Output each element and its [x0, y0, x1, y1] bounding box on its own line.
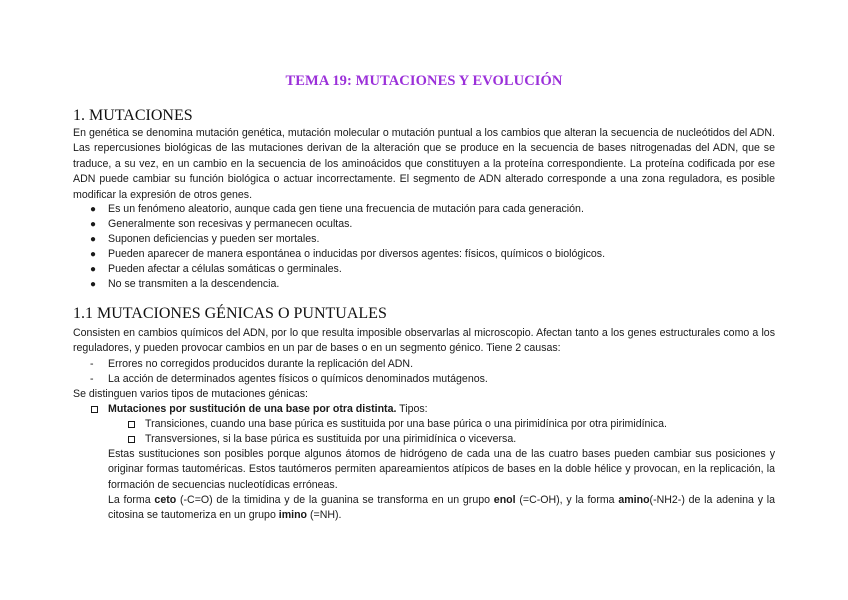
- list-item: Transiciones, cuando una base púrica es sustituida por una base púrica o una pirimidínica por otra pirimidínica.: [145, 418, 667, 430]
- text-run: (=NH).: [307, 509, 342, 522]
- page-title: TEMA 19: MUTACIONES Y EVOLUCIÓN: [285, 73, 563, 89]
- substitution-explanation: Estas sustituciones son posibles porque algunos átomos de hidrógeno de cada una de las cuatro bases pueden cambiar sus posiciones y originar formas tautoméricas. Estos tautómeros permiten apareamientos atípicos de bases en la doble hélice y provocan, en la replicación, la formación de secuencias nucleotídicas erróneas.: [108, 448, 775, 491]
- bullet-marker: ●: [90, 264, 97, 275]
- types-intro-text: Se distinguen varios tipos de mutaciones génicas:: [73, 388, 308, 400]
- mutation-type-suffix: Tipos:: [396, 403, 428, 415]
- bullet-marker: ●: [90, 249, 97, 260]
- checkbox-square-icon: [128, 436, 135, 443]
- bold-term-enol: enol: [493, 494, 516, 506]
- bold-term-amino: amino: [618, 494, 650, 506]
- list-item: Pueden aparecer de manera espontánea o inducidas por diversos agentes: físicos, químicos o biológicos.: [108, 248, 606, 260]
- bullet-marker: ●: [90, 234, 97, 245]
- list-item: Errores no corregidos producidos durante la replicación del ADN.: [108, 358, 414, 370]
- section-heading-mutaciones-genicas: 1.1 MUTACIONES GÉNICAS O PUNTUALES: [73, 305, 387, 322]
- mutation-type-name: Mutaciones por sustitución de una base por otra distinta.: [108, 403, 397, 415]
- text-run: (-NH2-) de la adenina y la citosina se tautomeriza en un grupo: [108, 494, 776, 522]
- bold-term-imino: imino: [278, 509, 308, 522]
- dash-marker: -: [90, 373, 94, 385]
- list-item: Es un fenómeno aleatorio, aunque cada gen tiene una frecuencia de mutación para cada generación.: [108, 203, 584, 215]
- checkbox-square-icon: [91, 406, 98, 413]
- text-run: (=C-OH), y la forma: [515, 494, 619, 506]
- mutation-type-label: [108, 402, 428, 417]
- bold-term-ceto: ceto: [154, 494, 177, 506]
- list-item: La acción de determinados agentes físicos o químicos denominados mutágenos.: [108, 373, 488, 385]
- list-item: Generalmente son recesivas y permanecen ocultas.: [108, 218, 353, 230]
- list-item: Suponen deficiencias y pueden ser mortales.: [108, 233, 320, 245]
- tautomer-forms-text: [108, 493, 775, 524]
- list-item: Transversiones, si la base púrica es sustituida por una pirimidínica o viceversa.: [145, 433, 517, 445]
- list-item: No se transmiten a la descendencia.: [108, 278, 280, 290]
- bullet-marker: ●: [90, 279, 97, 290]
- section-paragraph-mutaciones-genicas: Consisten en cambios químicos del ADN, por lo que resulta imposible observarlas al microscopio. Afectan tanto a los genes estructurales como a los reguladores, y pueden provocar cambios en un par de bases o en un segmento génico. Tiene 2 causas:: [73, 327, 775, 355]
- dash-marker: -: [90, 358, 94, 370]
- checkbox-square-icon: [128, 421, 135, 428]
- section-heading-mutaciones: 1. MUTACIONES: [73, 107, 193, 124]
- list-item: Pueden afectar a células somáticas o germinales.: [108, 263, 342, 275]
- text-run: La forma: [108, 494, 155, 506]
- bullet-marker: ●: [90, 219, 97, 230]
- section-paragraph-mutaciones: En genética se denomina mutación genética, mutación molecular o mutación puntual a los cambios que alteran la secuencia de nucleótidos del ADN. Las repercusiones biológicas de las mutaciones derivan de la alteración que se produce en la secuencia de bases nitrogenadas del ADN, que se traduce, a su vez, en un cambio en la secuencia de los aminoácidos que constituyen a la proteína correspondiente. La proteína codificada por ese ADN puede cambiar su función biológica o actuar incorrectamente. El segmento de ADN alterado corresponde a una zona reguladora, es posible modificar la expresión de otros genes.: [73, 127, 775, 201]
- bullet-marker: ●: [90, 204, 97, 215]
- text-run: (-C=O) de la timidina y de la guanina se transforma en un grupo: [176, 494, 494, 506]
